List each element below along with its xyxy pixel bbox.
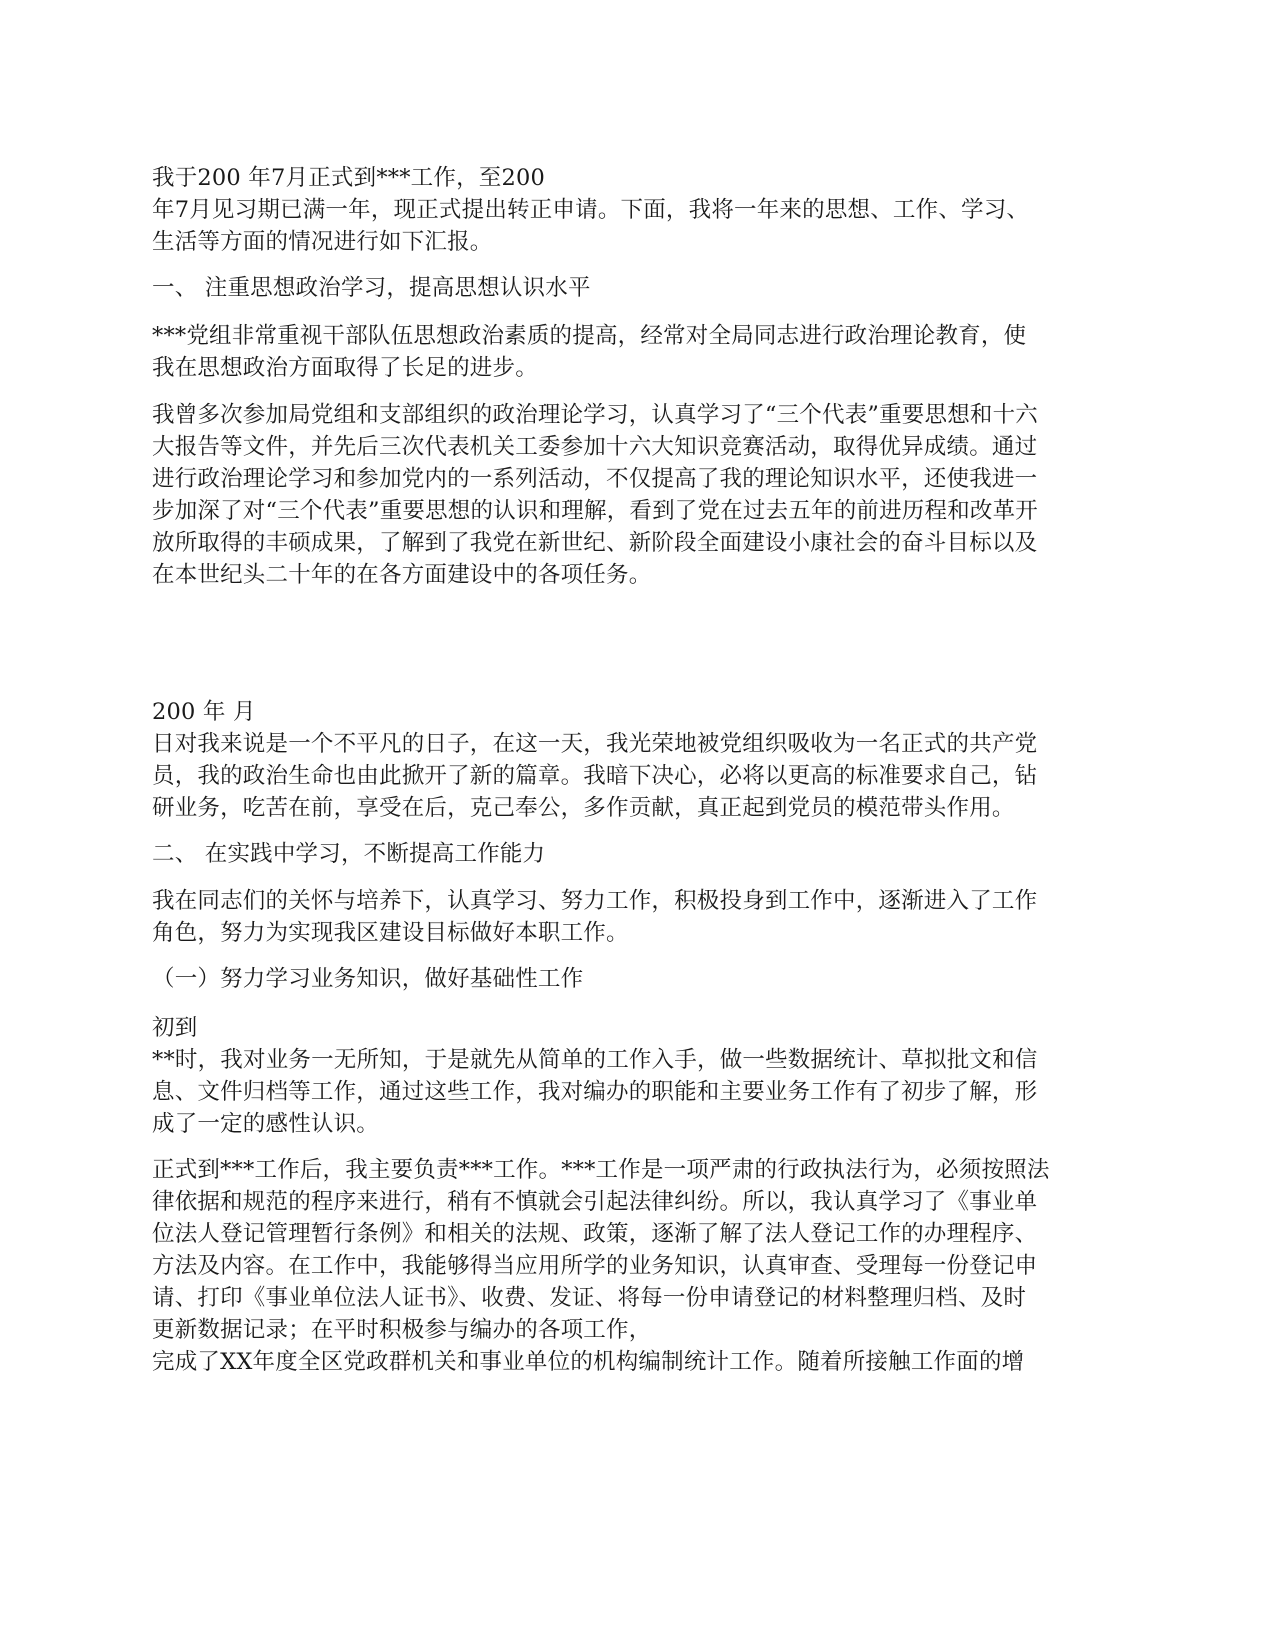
text-line: 放所取得的丰硕成果，了解到了我党在新世纪、新阶段全面建设小康社会的奋斗目标以及 — [152, 530, 1038, 556]
text-line: 生活等方面的情况进行如下汇报。 — [152, 229, 493, 255]
text-line: **时，我对业务一无所知，于是就先从简单的工作入手，做一些数据统计、草拟批文和信 — [152, 1047, 1038, 1073]
text-line: 方法及内容。在工作中，我能够得当应用所学的业务知识，认真审查、受理每一份登记申 — [152, 1253, 1038, 1279]
text-line: 息、文件归档等工作，通过这些工作，我对编办的职能和主要业务工作有了初步了解，形 — [152, 1079, 1038, 1105]
text-line: 请、打印《事业单位法人证书》、收费、发证、将每一份申请登记的材料整理归档、及时 — [152, 1285, 1027, 1311]
text-line: 大报告等文件，并先后三次代表机关工委参加十六大知识竞赛活动，取得优异成绩。通过 — [152, 434, 1038, 460]
text-line: 我在同志们的关怀与培养下，认真学习、努力工作，积极投身到工作中，逐渐进入了工作 — [152, 888, 1038, 914]
text-line: 初到 — [152, 1015, 198, 1041]
text-line: 在本世纪头二十年的在各方面建设中的各项任务。 — [152, 562, 652, 588]
subsection-heading: （一）努力学习业务知识，做好基础性工作 — [152, 966, 584, 992]
text-line: 研业务，吃苦在前，享受在后，克己奉公，多作贡献，真正起到党员的模范带头作用。 — [152, 795, 1015, 821]
text-line: 完成了XX年度全区党政群机关和事业单位的机构编制统计工作。随着所接触工作面的增 — [152, 1349, 1025, 1375]
text-line: 我在思想政治方面取得了长足的进步。 — [152, 355, 538, 381]
date-line: 200 年 月 — [152, 699, 256, 725]
text-line: 我曾多次参加局党组和支部组织的政治理论学习，认真学习了“三个代表”重要思想和十六 — [152, 402, 1039, 428]
text-line: 角色，努力为实现我区建设目标做好本职工作。 — [152, 920, 629, 946]
section-heading: 一、 注重思想政治学习，提高思想认识水平 — [152, 275, 591, 301]
text-line: 位法人登记管理暂行条例》和相关的法规、政策，逐渐了解了法人登记工作的办理程序、 — [152, 1221, 1038, 1247]
section-heading: 二、 在实践中学习，不断提高工作能力 — [152, 841, 546, 867]
text-line: 步加深了对“三个代表”重要思想的认识和理解，看到了党在过去五年的前进历程和改革开 — [152, 498, 1039, 524]
text-line: 员，我的政治生命也由此掀开了新的篇章。我暗下决心，必将以更高的标准要求自己，钻 — [152, 763, 1038, 789]
text-line: 正式到***工作后，我主要负责***工作。***工作是一项严肃的行政执法行为，必须按照法 — [152, 1157, 1050, 1183]
text-line: 进行政治理论学习和参加党内的一系列活动，不仅提高了我的理论知识水平，还使我进一 — [152, 466, 1038, 492]
text-line: 律依据和规范的程序来进行，稍有不慎就会引起法律纠纷。所以，我认真学习了《事业单 — [152, 1189, 1038, 1215]
text-line: 年7月见习期已满一年，现正式提出转正申请。下面，我将一年来的思想、工作、学习、 — [152, 197, 1030, 223]
text-line: 日对我来说是一个不平凡的日子，在这一天，我光荣地被党组织吸收为一名正式的共产党 — [152, 731, 1038, 757]
text-line: 成了一定的感性认识。 — [152, 1111, 380, 1137]
text-line: 更新数据记录；在平时积极参与编办的各项工作， — [152, 1317, 652, 1343]
text-line: 我于200 年7月正式到***工作，至200 — [152, 165, 546, 191]
text-line: ***党组非常重视干部队伍思想政治素质的提高，经常对全局同志进行政治理论教育，使 — [152, 323, 1027, 349]
